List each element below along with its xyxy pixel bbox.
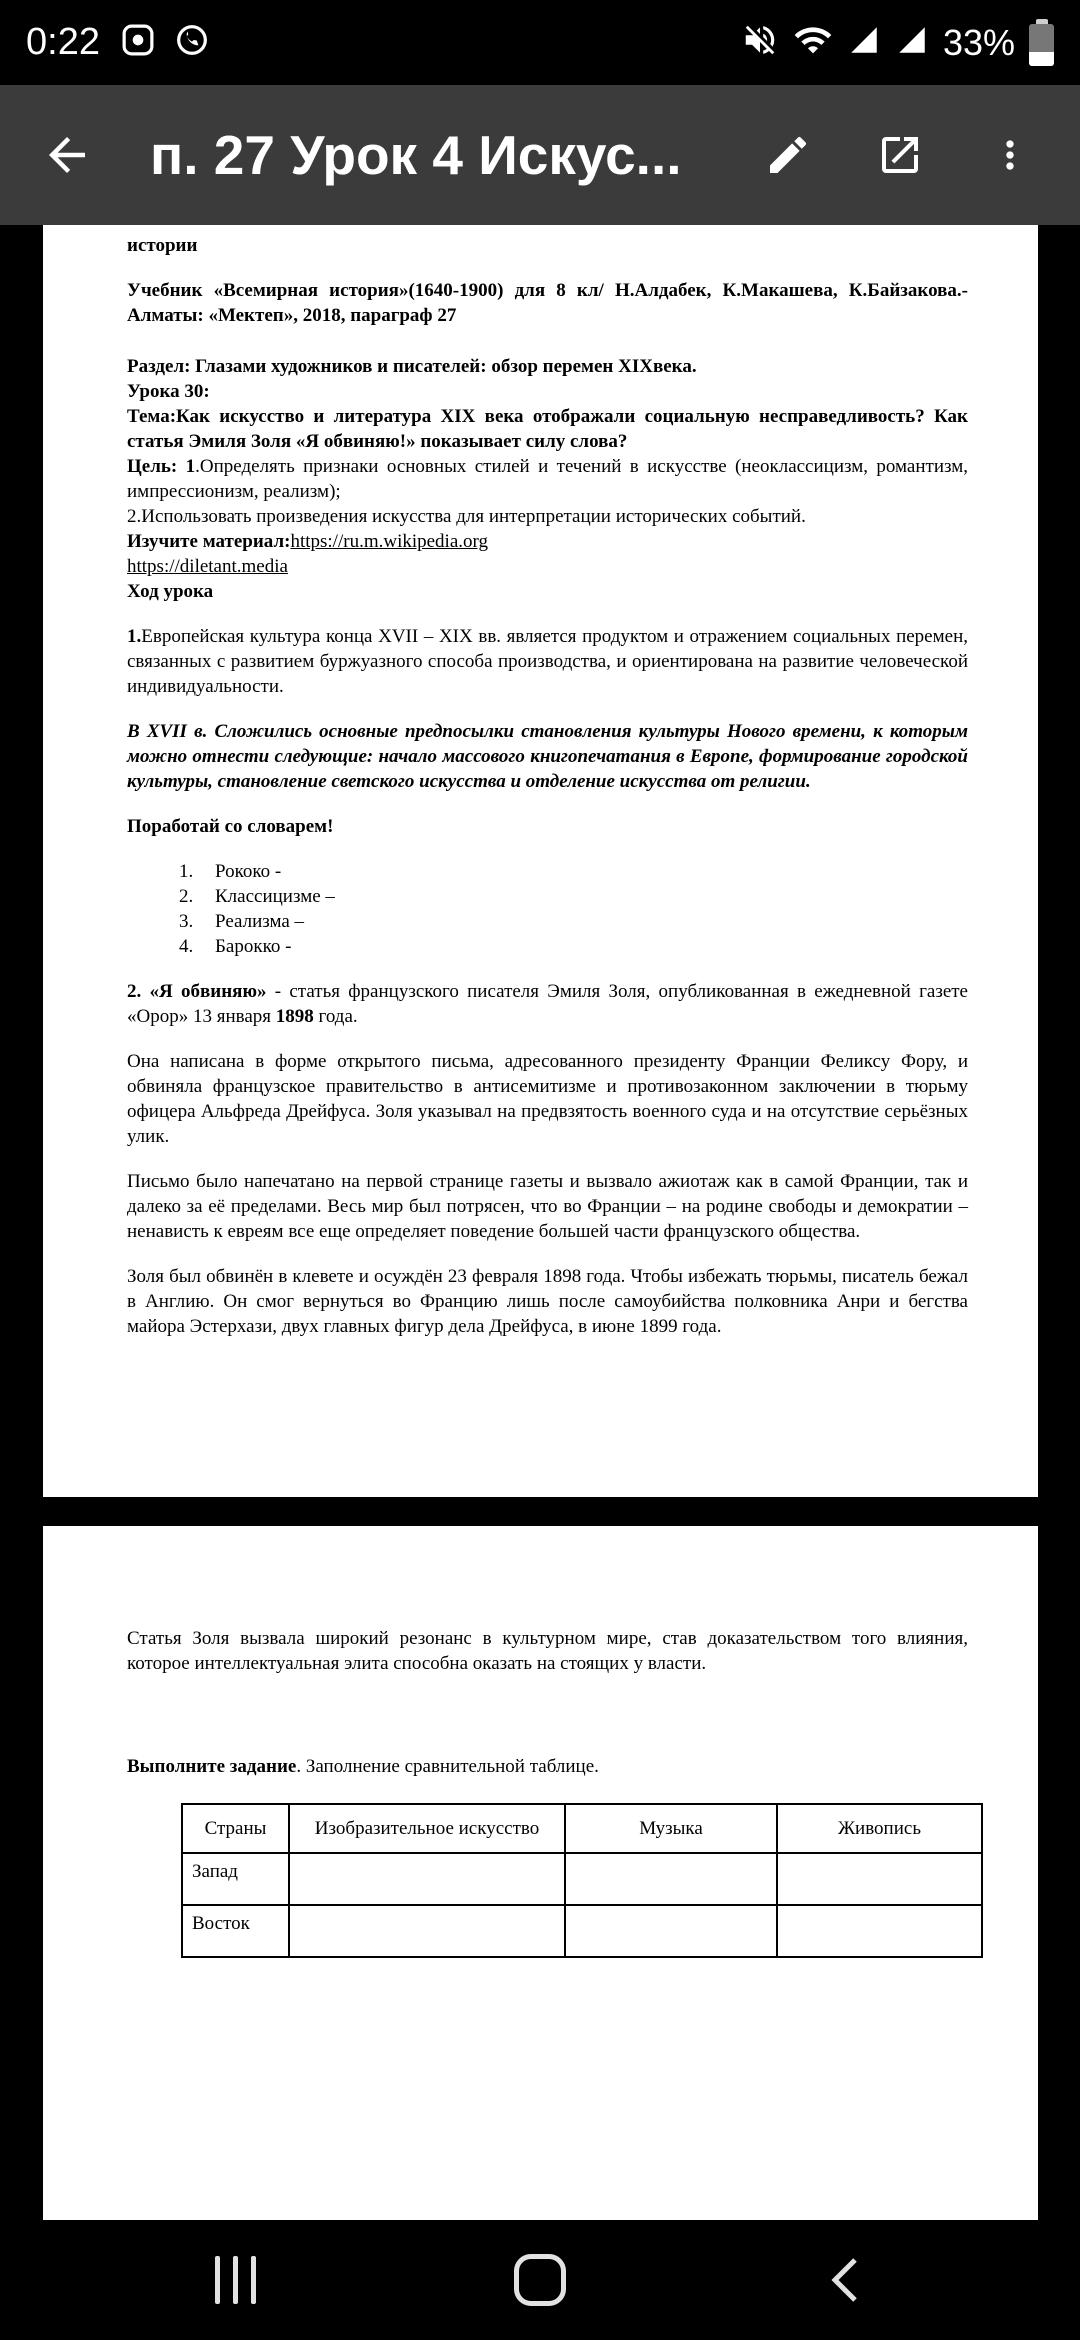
list-number: 3. bbox=[179, 911, 194, 932]
theme-line: Тема:Как искусство и литература XIX века отображали социальную несправедливость? Как статья Эмиля Золя «Я обвиняю!» показывает силу слова? bbox=[127, 406, 968, 452]
camera-notification-icon bbox=[122, 24, 154, 61]
clock: 0:22 bbox=[26, 21, 100, 63]
list-term: Рококо - bbox=[215, 861, 282, 882]
recents-button[interactable] bbox=[200, 2245, 270, 2315]
table-row-east bbox=[182, 1905, 982, 1957]
goal-line: Цель: 1.Определять признаки основных стилей и течений в искусстве (неоклассицизм, романтизм, импрессионизм, реализм); bbox=[127, 456, 969, 502]
lesson-number-line: Урока 30: bbox=[127, 381, 210, 402]
open-in-external-button[interactable] bbox=[876, 131, 924, 179]
paragraph-zola-convicted: Золя был обвинён в клевете и осуждён 23 февраля 1898 года. Чтобы избежать тюрьмы, писатель бежал в Англию. Он смог вернуться во Францию лишь после самоубийства полковника Анри и бегства майора Эстерхази, двух главных фигур дела Дрейфуса, в июне 1899 года. bbox=[127, 1266, 968, 1337]
list-item-baroque bbox=[179, 934, 968, 959]
paragraph-resonance: Статья Золя вызвала широкий резонанс в культурном мире, став доказательством того влияния, которое интеллектуальная элита способна оказать на стоящих у власти. bbox=[127, 1628, 968, 1674]
dictionary-list bbox=[179, 859, 968, 959]
wifi-icon bbox=[793, 23, 833, 62]
nav-back-button[interactable] bbox=[810, 2245, 880, 2315]
list-term: Барокко - bbox=[215, 936, 292, 957]
textbook-reference: Учебник «Всемирная история»(1640-1900) для 8 кл/ Н.Алдабек, К.Макашева, К.Байзакова.-Алматы: «Мектеп», 2018, параграф 27 bbox=[127, 280, 968, 326]
paragraph-17th-century-italic: В XVII в. Сложились основные предпосылки становления культуры Нового времени, к которым можно отнести следующие: начало массового книгопечатания в Европе, формирование городской культуры, становление светского искусства и отделение искусства от религии. bbox=[127, 721, 968, 792]
battery-percentage: 33% bbox=[942, 21, 1015, 63]
list-item-realism bbox=[179, 909, 968, 934]
list-term: Реализма – bbox=[215, 911, 305, 932]
table-row-label-east: Восток bbox=[182, 1905, 289, 1957]
table-header-row bbox=[182, 1804, 982, 1853]
document-page-1 bbox=[43, 225, 1038, 1497]
list-term: Классицизме – bbox=[215, 886, 335, 907]
paragraph-jaccuse-intro: 2. «Я обвиняю» - статья французского писателя Эмиля Золя, опубликованная в ежедневной газете «Орор» 13 января 1898 года. bbox=[127, 981, 968, 1027]
overflow-menu-button[interactable] bbox=[988, 133, 1032, 177]
edit-pencil-button[interactable] bbox=[764, 131, 812, 179]
recents-icon bbox=[215, 2256, 256, 2304]
list-number: 1. bbox=[179, 861, 194, 882]
table-cell-empty bbox=[565, 1905, 777, 1957]
table-cell-empty bbox=[777, 1853, 982, 1905]
lesson-header-block bbox=[127, 354, 968, 604]
list-number: 2. bbox=[179, 886, 194, 907]
course-of-lesson-heading: Ход урока bbox=[127, 581, 214, 602]
table-header-fine-art: Изобразительное искусство bbox=[289, 1804, 565, 1853]
document-page-2 bbox=[43, 1526, 1038, 2222]
table-cell-empty bbox=[289, 1853, 565, 1905]
list-number: 4. bbox=[179, 936, 194, 957]
table-cell-empty bbox=[777, 1905, 982, 1957]
volume-muted-icon bbox=[741, 21, 779, 64]
back-button[interactable] bbox=[40, 128, 94, 182]
app-bar bbox=[0, 85, 1080, 225]
table-header-music: Музыка bbox=[565, 1804, 777, 1853]
table-row-label-west: Запад bbox=[182, 1853, 289, 1905]
paragraph-front-page: Письмо было напечатано на первой странице газеты и вызвало ажиотаж как в самой Франции, так и далеко за её пределами. Весь мир был потрясен, что во Франции – на родине свободы и демократии – ненависть к евреям все еще определяет поведение большей части французского общества. bbox=[127, 1171, 968, 1242]
table-row-west bbox=[182, 1853, 982, 1905]
table-cell-empty bbox=[565, 1853, 777, 1905]
list-item-classicism bbox=[179, 884, 968, 909]
materials-line: Изучите материал:https://ru.m.wikipedia.org bbox=[127, 531, 489, 552]
comparison-table bbox=[181, 1803, 983, 1958]
whatsapp-notification-icon bbox=[176, 24, 208, 61]
section-line: Раздел: Глазами художников и писателей: обзор перемен XIXвека. bbox=[127, 356, 697, 377]
status-bar bbox=[0, 0, 1080, 85]
back-chevron-icon bbox=[823, 2252, 867, 2308]
battery-icon bbox=[1029, 19, 1054, 66]
cellular-signal-icon-sim1 bbox=[847, 23, 881, 62]
goal-line-2: 2.Использовать произведения искусства для интерпретации исторических событий. bbox=[127, 506, 806, 527]
document-title: п. 27 Урок 4 Искус... bbox=[150, 124, 682, 186]
task-heading: Выполните задание. Заполнение сравнительной таблице. bbox=[127, 1756, 599, 1777]
home-icon bbox=[514, 2254, 566, 2306]
paragraph-open-letter: Она написана в форме открытого письма, адресованного президенту Франции Феликсу Фору, и обвиняла французское правительство в антисемитизме и противозаконном заключении в тюрьму офицера Альфреда Дрейфуса. Золя указывал на предвзятость военного суда и на отсутствие серьёзных улик. bbox=[127, 1051, 968, 1147]
table-cell-empty bbox=[289, 1905, 565, 1957]
materials-line-2 bbox=[127, 554, 968, 579]
navigation-bar bbox=[0, 2220, 1080, 2340]
cellular-signal-icon-sim2 bbox=[895, 23, 929, 62]
cut-heading: истории bbox=[127, 235, 198, 256]
home-button[interactable] bbox=[505, 2245, 575, 2315]
table-header-painting: Живопись bbox=[777, 1804, 982, 1853]
diletant-link[interactable]: https://diletant.media bbox=[127, 556, 288, 577]
list-item-rococo bbox=[179, 859, 968, 884]
table-header-countries: Страны bbox=[182, 1804, 289, 1853]
wikipedia-link[interactable]: https://ru.m.wikipedia.org bbox=[290, 531, 489, 552]
dictionary-heading: Поработай со словарем! bbox=[127, 816, 334, 837]
paragraph-european-culture: 1.Европейская культура конца XVII – XIX вв. является продуктом и отражением социальных перемен, связанных с развитием буржуазного способа производства, и ориентирована на развитие человеческой индивидуальности. bbox=[127, 626, 968, 697]
